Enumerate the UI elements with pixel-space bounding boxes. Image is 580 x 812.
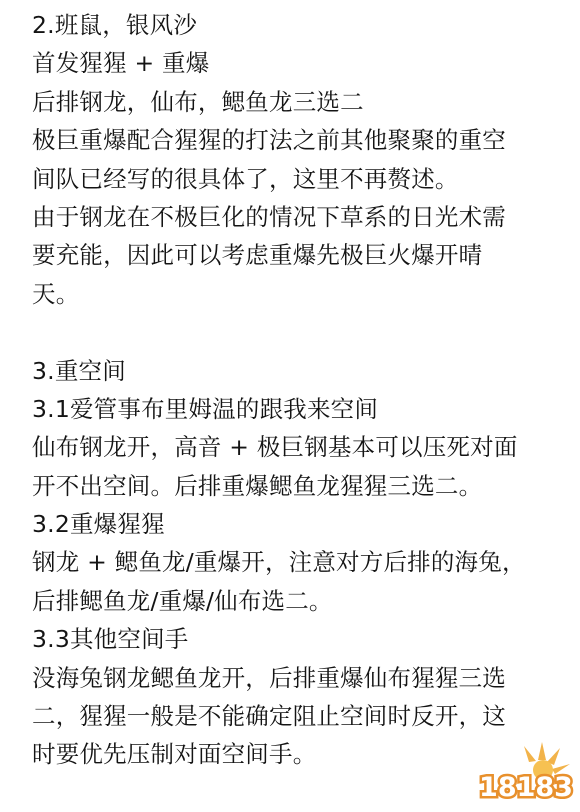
text-line: 要充能，因此可以考虑重爆先极巨火爆开晴 [32,241,483,270]
section-heading: 3.重空间 [32,356,126,385]
text-line: 仙布钢龙开，高音 + 极巨钢基本可以压死对面 [32,433,518,462]
text-line: 首发猩猩 + 重爆 [32,49,210,78]
subsection-heading: 3.2重爆猩猩 [32,510,165,539]
text-line: 钢龙 + 鳃鱼龙/重爆开，注意对方后排的海兔， [32,548,526,577]
subsection-heading: 3.1爱管事布里姆温的跟我来空间 [32,394,379,423]
text-line: 时要优先压制对面空间手。 [32,740,317,769]
text-line: 后排钢龙，仙布，鳃鱼龙三选二 [32,87,364,116]
watermark-text: 18183 [479,772,573,803]
text-line: 二，猩猩一般是不能确定阻止空间时反开，这 [32,702,506,731]
text-line: 间队已经写的很具体了，这里不再赘述。 [32,164,459,193]
text-line: 由于钢龙在不极巨化的情况下草系的日光术需 [32,202,506,231]
text-line: 天。 [32,279,80,308]
watermark-logo [478,734,574,808]
text-line: 没海兔钢龙鳃鱼龙开，后排重爆仙布猩猩三选 [32,663,506,692]
text-line: 开不出空间。后排重爆鳃鱼龙猩猩三选二。 [32,471,483,500]
article-body [32,6,562,774]
blank-line [32,313,562,351]
text-line: 2.班鼠，银风沙 [32,11,198,39]
subsection-heading: 3.3其他空间手 [32,625,189,654]
text-line: 极巨重爆配合猩猩的打法之前其他聚聚的重空 [32,126,506,155]
text-line: 后排鳃鱼龙/重爆/仙布选二。 [32,586,333,615]
